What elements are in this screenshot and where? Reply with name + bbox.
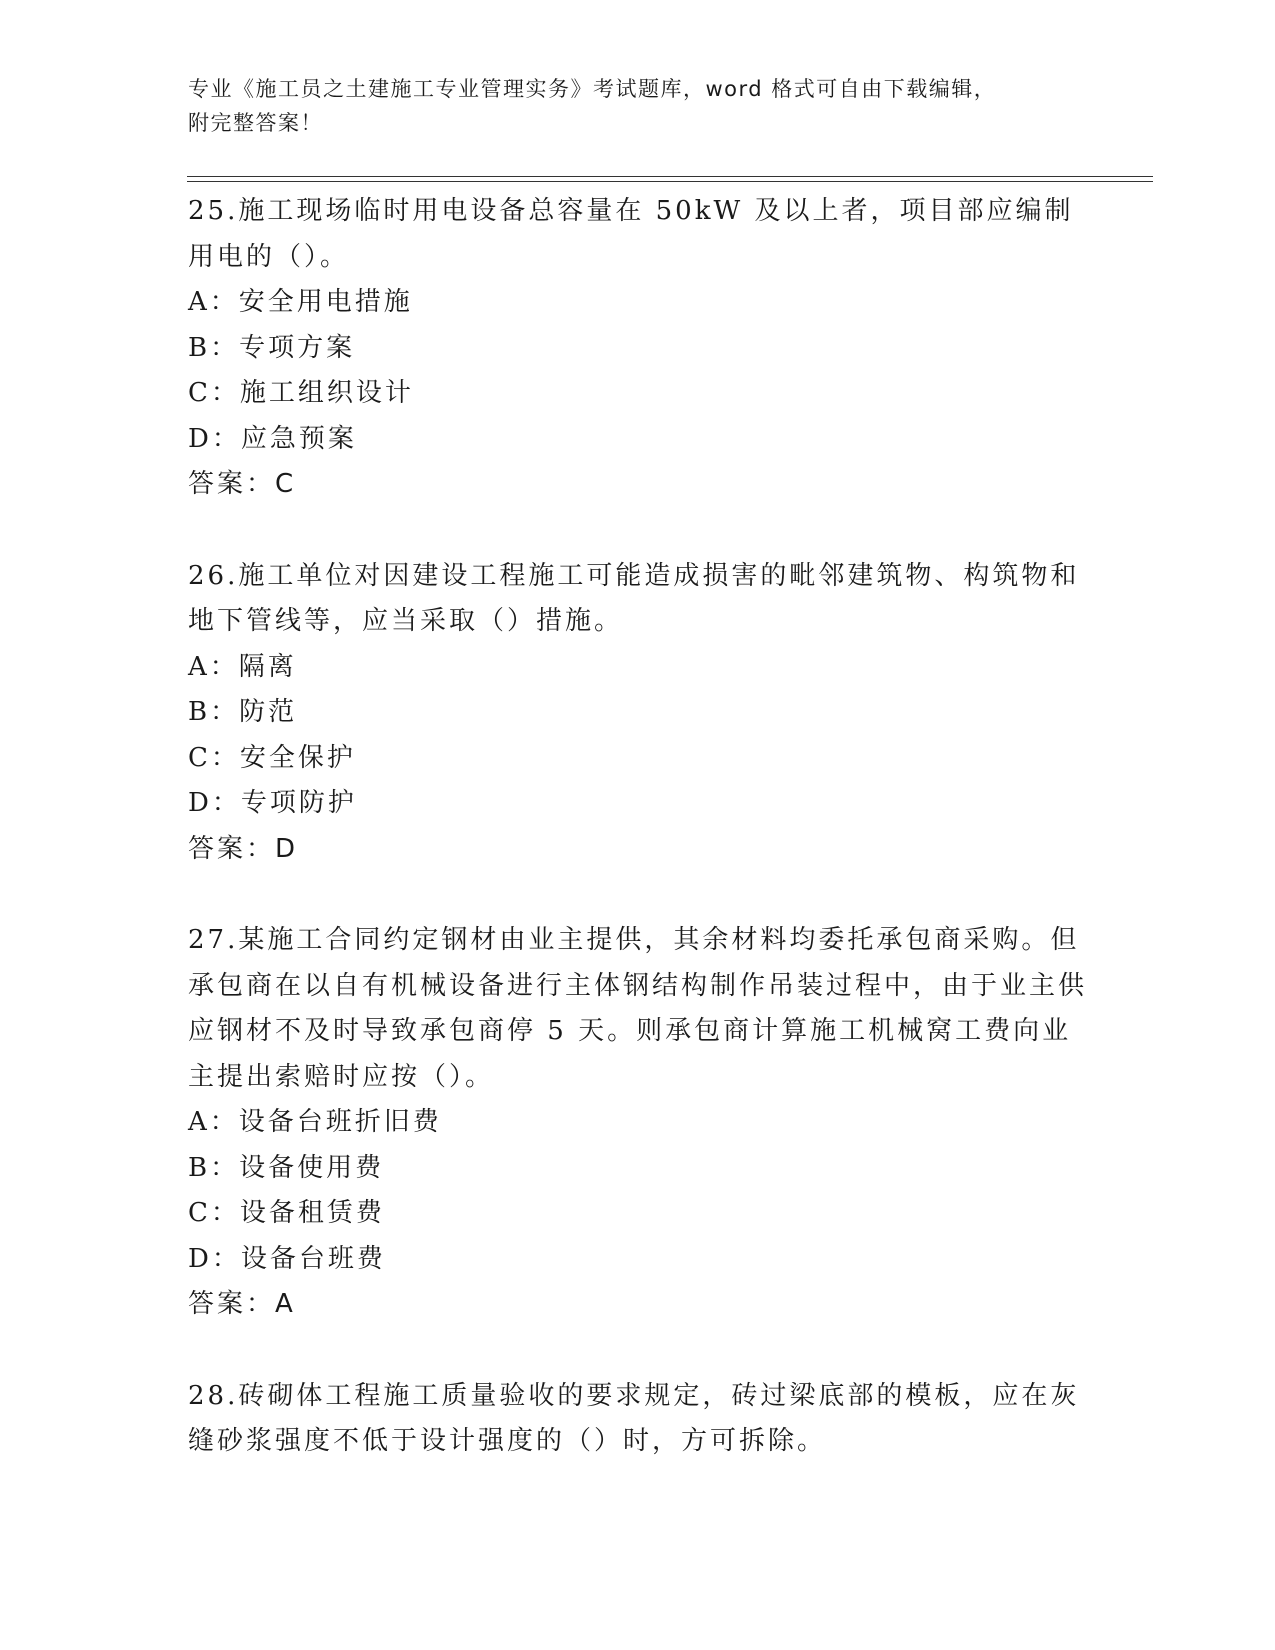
question-25 <box>188 189 1088 508</box>
answer: 答案：A <box>188 1289 296 1319</box>
option-a: A：设备台班折旧费 <box>188 1107 442 1137</box>
answer: 答案：C <box>188 469 297 499</box>
question-text <box>188 1374 1088 1465</box>
question-27 <box>188 918 1088 1328</box>
header-divider-bottom <box>187 181 1153 182</box>
option-a: A：安全用电措施 <box>188 287 413 317</box>
question-number: 28. <box>188 1380 239 1411</box>
option-c: C：设备租赁费 <box>188 1198 385 1228</box>
question-body: 某施工合同约定钢材由业主提供，其余材料均委托承包商采购。但承包商在以自有机械设备进行主体钢结构制作吊装过程中，由于业主供应钢材不及时导致承包商停 5 天。则承包商计算施工机械窝工费向业主提出索赔时应按（）。 <box>188 925 1088 1092</box>
header-line-2: 附完整答案！ <box>188 111 323 135</box>
question-body: 施工现场临时用电设备总容量在 50kW 及以上者，项目部应编制用电的（）。 <box>188 196 1074 272</box>
question-number: 27. <box>188 925 239 955</box>
question-body: 施工单位对因建设工程施工可能造成损害的毗邻建筑物、构筑物和地下管线等，应当采取（）措施。 <box>188 560 1080 636</box>
option-c: C：施工组织设计 <box>188 378 414 408</box>
question-28 <box>188 1374 1088 1465</box>
document-header <box>188 72 1088 140</box>
question-text <box>188 189 1088 280</box>
question-body: 砖砌体工程施工质量验收的要求规定，砖过梁底部的模板，应在灰缝砂浆强度不低于设计强度的（）时，方可拆除。 <box>188 1380 1080 1456</box>
option-b: B：专项方案 <box>188 332 356 363</box>
option-b: B：防范 <box>188 697 298 727</box>
option-d: D：专项防护 <box>188 788 357 818</box>
header-line-1: 专业《施工员之土建施工专业管理实务》考试题库，word 格式可自由下载编辑， <box>188 77 997 101</box>
question-text <box>188 554 1088 645</box>
header-divider-top <box>187 176 1153 177</box>
question-list <box>188 189 1088 1511</box>
option-d: D：设备台班费 <box>188 1243 386 1274</box>
option-a: A：隔离 <box>188 651 297 682</box>
answer: 答案：D <box>188 833 299 864</box>
option-d: D：应急预案 <box>188 423 357 454</box>
question-number: 26. <box>188 560 239 591</box>
question-text <box>188 918 1088 1100</box>
option-b: B：设备使用费 <box>188 1152 385 1183</box>
question-number: 25. <box>188 196 239 226</box>
question-26 <box>188 554 1088 873</box>
option-c: C：安全保护 <box>188 742 356 773</box>
